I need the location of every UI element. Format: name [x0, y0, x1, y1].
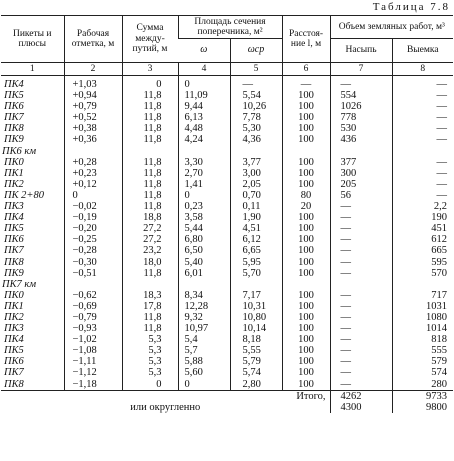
table-cell: ПК0: [4, 156, 24, 168]
table-cell: 5,3: [122, 345, 178, 356]
table-cell: −0,93: [64, 323, 122, 334]
table-cell: 0,11: [230, 201, 282, 212]
column-number: 8: [392, 63, 453, 76]
table-cell: ПК8: [4, 123, 24, 135]
table-cell: 100: [282, 245, 330, 256]
table-cell: 100: [282, 367, 330, 378]
total-label: Итого,: [1, 390, 330, 402]
table-row: [1, 123, 453, 134]
table-cell: 0,23: [178, 201, 230, 212]
table-cell: —: [392, 190, 453, 201]
table-cell: 11,8: [122, 90, 178, 101]
table-cell: +0,36: [64, 134, 122, 145]
table-cell: 717: [392, 290, 453, 301]
table-cell: 11,8: [122, 157, 178, 168]
table-cell: ПК5: [4, 90, 24, 102]
total-label: или округленно: [130, 401, 201, 413]
earthwork-table: [1, 15, 453, 413]
table-cell: —: [330, 367, 392, 378]
table-row: [1, 257, 453, 268]
table-cell: +0,52: [64, 112, 122, 123]
column-number: 6: [282, 63, 330, 76]
table-cell: −0,79: [64, 312, 122, 323]
table-cell: 1,90: [230, 212, 282, 223]
table-cell: 7,78: [230, 112, 282, 123]
table-cell: ПК9: [4, 267, 24, 279]
table-cell: ПК5: [4, 223, 24, 235]
table-row: [1, 190, 453, 201]
table-cell: —: [392, 101, 453, 112]
table-cell: 530: [330, 123, 392, 134]
table-cell: 6,65: [230, 245, 282, 256]
table-cell: −1,08: [64, 345, 122, 356]
table-cell: 6,13: [178, 112, 230, 123]
table-cell: ПК4: [4, 334, 24, 346]
table-cell: 100: [282, 223, 330, 234]
table-body: [1, 76, 453, 413]
table-row: [1, 112, 453, 123]
table-cell: 100: [282, 234, 330, 245]
table-cell: 0: [122, 379, 178, 391]
table-cell: 100: [282, 134, 330, 145]
table-cell: +0,79: [64, 101, 122, 112]
table-cell: −0,02: [64, 201, 122, 212]
table-cell: 100: [282, 345, 330, 356]
table-cell: 3,00: [230, 168, 282, 179]
table-cell: 5,44: [178, 223, 230, 234]
table-cell: −1,11: [64, 356, 122, 367]
table-cell: 0: [64, 190, 122, 201]
table-cell: 11,8: [122, 190, 178, 201]
table-cell: 1,41: [178, 179, 230, 190]
table-cell: —: [392, 157, 453, 168]
subheader-cut: Выемка: [392, 39, 453, 63]
table-cell: 27,2: [122, 234, 178, 245]
table-cell: —: [282, 76, 330, 91]
table-cell: 4,51: [230, 223, 282, 234]
table-row: [1, 90, 453, 101]
table-cell: 595: [392, 257, 453, 268]
table-cell: ПК7 км: [2, 278, 37, 290]
table-cell: —: [330, 312, 392, 323]
table-cell: 570: [392, 268, 453, 279]
table-cell: ПК0: [4, 289, 24, 301]
table-cell: 11,8: [122, 268, 178, 279]
table-cell: 100: [282, 257, 330, 268]
table-cell: [330, 279, 392, 290]
table-row: [1, 201, 453, 212]
table-cell: 2,70: [178, 168, 230, 179]
table-cell: 1031: [392, 301, 453, 312]
table-row: [1, 312, 453, 323]
table-cell: +0,94: [64, 90, 122, 101]
table-row: [1, 301, 453, 312]
table-cell: 11,8: [122, 134, 178, 145]
table-cell: ПК8: [4, 256, 24, 268]
table-cell: —: [330, 234, 392, 245]
table-cell: ПК6 км: [2, 145, 37, 157]
table-row: [1, 279, 453, 290]
table-cell: 4,36: [230, 134, 282, 145]
table-cell: —: [392, 90, 453, 101]
table-cell: +0,28: [64, 157, 122, 168]
table-row: [1, 356, 453, 367]
table-cell: 280: [392, 379, 453, 391]
table-cell: 100: [282, 101, 330, 112]
table-cell: 100: [282, 290, 330, 301]
table-cell: 6,12: [230, 234, 282, 245]
table-cell: 100: [282, 312, 330, 323]
table-cell: 1014: [392, 323, 453, 334]
table-cell: ПК3: [4, 323, 24, 335]
table-cell: ПК6: [4, 101, 24, 113]
table-cell: —: [392, 134, 453, 145]
table-cell: 4,24: [178, 134, 230, 145]
table-cell: 10,26: [230, 101, 282, 112]
table-cell: —: [230, 76, 282, 91]
header-working-mark: Рабочая отметка, м: [64, 16, 122, 63]
table-cell: −1,12: [64, 367, 122, 378]
table-row: [1, 268, 453, 279]
table-cell: [122, 146, 178, 157]
table-cell: 612: [392, 234, 453, 245]
table-cell: 2,05: [230, 179, 282, 190]
table-cell: 1026: [330, 101, 392, 112]
table-cell: 100: [282, 268, 330, 279]
table-cell: −0,20: [64, 223, 122, 234]
table-cell: 18,8: [122, 212, 178, 223]
table-cell: 23,2: [122, 245, 178, 256]
subheader-omega-avg: ωср: [230, 39, 282, 63]
table-cell: 17,8: [122, 301, 178, 312]
table-cell: [330, 146, 392, 157]
table-cell: —: [330, 379, 392, 391]
table-cell: 300: [330, 168, 392, 179]
table-cell: —: [330, 323, 392, 334]
table-row: [1, 345, 453, 356]
table-cell: [230, 146, 282, 157]
table-cell: 0: [178, 379, 230, 391]
table-cell: 6,80: [178, 234, 230, 245]
table-cell: −0,69: [64, 301, 122, 312]
total-cut: 9733: [392, 390, 453, 402]
table-cell: 12,28: [178, 301, 230, 312]
table-cell: 100: [282, 157, 330, 168]
table-cell: 9,32: [178, 312, 230, 323]
table-row: [1, 134, 453, 145]
table-row: [1, 179, 453, 190]
table-cell: 377: [330, 157, 392, 168]
table-cell: —: [392, 76, 453, 91]
table-cell: 5,30: [230, 123, 282, 134]
subheader-omega: ω: [178, 39, 230, 63]
table-cell: —: [392, 112, 453, 123]
table-cell: 5,95: [230, 257, 282, 268]
table-cell: 0,70: [230, 190, 282, 201]
table-cell: 3,77: [230, 157, 282, 168]
table-cell: —: [330, 268, 392, 279]
table-cell: 10,31: [230, 301, 282, 312]
table-cell: 100: [282, 112, 330, 123]
table-cell: ПК2: [4, 178, 24, 190]
total-cut: 9800: [392, 402, 453, 413]
table-cell: —: [392, 168, 453, 179]
table-cell: 5,70: [230, 268, 282, 279]
table-cell: −1,02: [64, 334, 122, 345]
total-row: [1, 390, 453, 402]
table-cell: —: [392, 179, 453, 190]
table-cell: ПК7: [4, 245, 24, 257]
table-cell: 579: [392, 356, 453, 367]
table-cell: 1080: [392, 312, 453, 323]
table-cell: 3,30: [178, 157, 230, 168]
table-cell: 5,74: [230, 367, 282, 378]
table-cell: −0,28: [64, 245, 122, 256]
table-cell: ПК1: [4, 300, 24, 312]
table-cell: 100: [282, 168, 330, 179]
table-cell: 20: [282, 201, 330, 212]
table-cell: ПК1: [4, 167, 24, 179]
table-row: [1, 234, 453, 245]
table-cell: [64, 279, 122, 290]
table-cell: —: [330, 334, 392, 345]
table-cell: 5,60: [178, 367, 230, 378]
table-cell: 5,40: [178, 257, 230, 268]
table-cell: 8,18: [230, 334, 282, 345]
table-cell: 555: [392, 345, 453, 356]
table-row: [1, 245, 453, 256]
table-cell: −0,30: [64, 257, 122, 268]
table-cell: 100: [282, 212, 330, 223]
table-cell: ПК4: [4, 212, 24, 224]
table-cell: 205: [330, 179, 392, 190]
table-cell: 11,8: [122, 323, 178, 334]
table-cell: 18,3: [122, 290, 178, 301]
table-cell: —: [330, 356, 392, 367]
table-cell: 5,3: [122, 367, 178, 378]
table-cell: +0,12: [64, 179, 122, 190]
table-cell: 10,80: [230, 312, 282, 323]
table-cell: 0: [122, 76, 178, 91]
table-cell: ПК8: [4, 378, 24, 390]
table-cell: [178, 146, 230, 157]
table-cell: 100: [282, 301, 330, 312]
table-cell: 0: [178, 190, 230, 201]
total-fill: 4300: [330, 402, 392, 413]
column-number: 1: [1, 63, 64, 76]
table-row: [1, 290, 453, 301]
table-cell: [178, 279, 230, 290]
table-cell: ПК7: [4, 367, 24, 379]
table-cell: 80: [282, 190, 330, 201]
table-cell: 27,2: [122, 223, 178, 234]
table-cell: 11,8: [122, 112, 178, 123]
table-cell: 3,58: [178, 212, 230, 223]
table-row: [1, 157, 453, 168]
table-cell: 11,8: [122, 123, 178, 134]
table-cell: —: [330, 245, 392, 256]
header-cross-section-area: Площадь сечения поперечника, м²: [178, 16, 282, 39]
table-row: [1, 168, 453, 179]
header-earthwork-volume: Объем земляных работ, м³: [330, 16, 453, 39]
table-cell: [392, 146, 453, 157]
table-cell: [392, 279, 453, 290]
table-caption: Таблица 7.8: [372, 1, 450, 13]
table-cell: —: [330, 201, 392, 212]
table-cell: 100: [282, 356, 330, 367]
table-cell: ПК6: [4, 234, 24, 246]
table-cell: +0,23: [64, 168, 122, 179]
table-cell: 0: [178, 76, 230, 91]
column-number: 5: [230, 63, 282, 76]
table-cell: +0,38: [64, 123, 122, 134]
table-cell: ПК5: [4, 345, 24, 357]
header-track-sum: Сумма между-путий, м: [122, 16, 178, 63]
table-cell: 11,8: [122, 101, 178, 112]
table-cell: 100: [282, 90, 330, 101]
table-cell: 554: [330, 90, 392, 101]
table-cell: −0,25: [64, 234, 122, 245]
table-row: [1, 379, 453, 391]
table-cell: −0,51: [64, 268, 122, 279]
table-cell: 5,88: [178, 356, 230, 367]
table-cell: 5,3: [122, 334, 178, 345]
table-row: [1, 146, 453, 157]
table-cell: 7,17: [230, 290, 282, 301]
table-cell: 451: [392, 223, 453, 234]
table-cell: —: [330, 257, 392, 268]
table-cell: ПК2: [4, 311, 24, 323]
table-cell: 6,01: [178, 268, 230, 279]
table-cell: —: [330, 212, 392, 223]
table-cell: 5,54: [230, 90, 282, 101]
table-cell: 8,34: [178, 290, 230, 301]
table-row: [1, 367, 453, 378]
table-cell: ПК3: [4, 201, 24, 213]
table-cell: −0,19: [64, 212, 122, 223]
total-row: [1, 402, 453, 413]
table-cell: ПК 2+80: [4, 189, 45, 201]
table-cell: 9,44: [178, 101, 230, 112]
column-number: 7: [330, 63, 392, 76]
total-fill: 4262: [330, 390, 392, 402]
table-cell: +1,03: [64, 76, 122, 91]
table-cell: 6,50: [178, 245, 230, 256]
table-cell: 5,55: [230, 345, 282, 356]
table-cell: 100: [282, 379, 330, 391]
table-cell: ПК4: [4, 79, 24, 90]
table-cell: 100: [282, 123, 330, 134]
table-cell: [230, 279, 282, 290]
column-number-row: [1, 63, 453, 76]
table-cell: 11,8: [122, 168, 178, 179]
table-cell: 100: [282, 179, 330, 190]
header-pickets: Пикеты и плюсы: [1, 16, 64, 63]
table-cell: 5,7: [178, 345, 230, 356]
table-cell: —: [330, 223, 392, 234]
table-cell: 5,3: [122, 356, 178, 367]
table-cell: [64, 146, 122, 157]
table-cell: [122, 279, 178, 290]
column-number: 2: [64, 63, 122, 76]
table-cell: 574: [392, 367, 453, 378]
table-row: [1, 212, 453, 223]
table-cell: —: [392, 123, 453, 134]
table-cell: 100: [282, 334, 330, 345]
table-row: [1, 101, 453, 112]
table-cell: 818: [392, 334, 453, 345]
table-cell: 436: [330, 134, 392, 145]
table-cell: 56: [330, 190, 392, 201]
table-cell: 11,8: [122, 312, 178, 323]
table-cell: 4,48: [178, 123, 230, 134]
table-cell: —: [330, 290, 392, 301]
subheader-fill: Насыпь: [330, 39, 392, 63]
table-cell: —: [330, 345, 392, 356]
column-number: 4: [178, 63, 230, 76]
table-cell: 10,97: [178, 323, 230, 334]
table-cell: 11,8: [122, 201, 178, 212]
table-cell: ПК9: [4, 134, 24, 146]
table-cell: —: [330, 76, 392, 91]
header-distance: Расстоя-ние l, м: [282, 16, 330, 63]
table-cell: 10,14: [230, 323, 282, 334]
table-cell: 665: [392, 245, 453, 256]
table-cell: 778: [330, 112, 392, 123]
table-cell: 18,0: [122, 257, 178, 268]
table-row: [1, 223, 453, 234]
table-row: [1, 323, 453, 334]
table-cell: 100: [282, 323, 330, 334]
column-number: 3: [122, 63, 178, 76]
table-cell: —: [330, 301, 392, 312]
table-cell: −0,62: [64, 290, 122, 301]
table-cell: [282, 146, 330, 157]
table-cell: 190: [392, 212, 453, 223]
table-cell: ПК6: [4, 356, 24, 368]
table-cell: −1,18: [64, 379, 122, 391]
table-cell: 2,80: [230, 379, 282, 391]
table-cell: 11,09: [178, 90, 230, 101]
table-cell: [282, 279, 330, 290]
table-cell: 11,8: [122, 179, 178, 190]
table-cell: 5,79: [230, 356, 282, 367]
table-row: [1, 76, 453, 91]
table-cell: ПК7: [4, 112, 24, 124]
table-cell: 2,2: [392, 201, 453, 212]
table-row: [1, 334, 453, 345]
table-cell: 5,4: [178, 334, 230, 345]
